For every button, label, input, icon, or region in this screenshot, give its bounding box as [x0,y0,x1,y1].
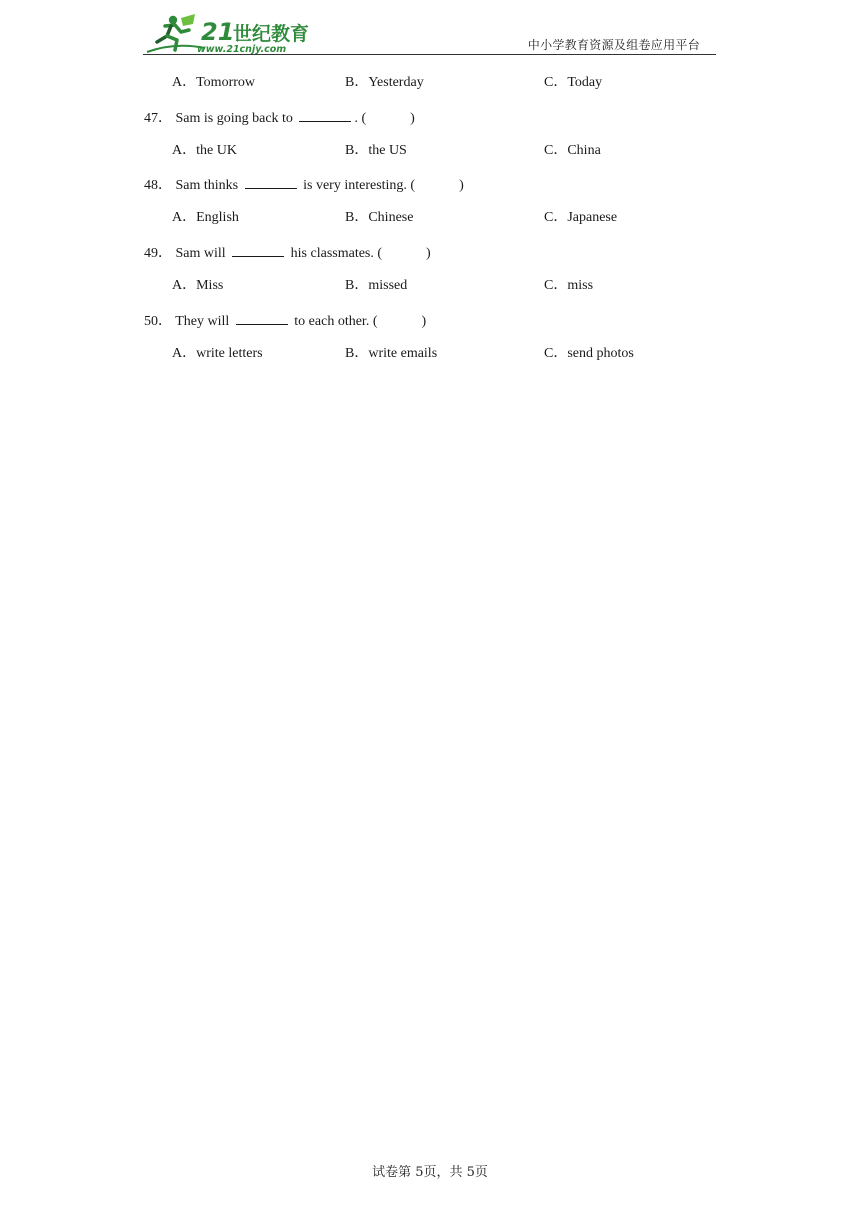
option-b: B．Yesterday [345,75,424,90]
question-text-after: . ( [354,111,367,126]
page-header [143,10,716,55]
option-b: B．missed [345,278,408,293]
option-a: A．Miss [172,278,224,293]
question-number: 49． [144,246,176,261]
logo-chinese: 世纪教育 [233,23,310,45]
question-47 [144,108,415,128]
option-c: C．Japanese [544,210,618,225]
option-b: B．the US [345,143,407,158]
answer-blank [232,243,284,257]
question-text-after: to each other. ( [290,314,378,329]
question-49 [144,243,431,263]
question-close-paren: ) [421,314,427,329]
option-c: C．miss [544,278,594,293]
question-text-after: his classmates. ( [287,246,383,261]
option-a: A．write letters [172,346,263,361]
question-number: 47． [144,111,176,126]
option-a: A．the UK [172,143,237,158]
option-a: A．Tomorrow [172,75,256,90]
question-close-paren: ) [459,178,464,193]
option-c: C．send photos [544,346,634,361]
header-divider [143,54,716,55]
answer-blank [236,311,288,325]
site-name: 中小学教育资源及组卷应用平台 [527,38,700,52]
question-text-after: is very interesting. ( [299,178,416,193]
option-c: C．China [544,143,601,158]
page-footer: 试卷第 5页，共 5页 [372,1165,488,1180]
question-number: 50． [144,314,176,329]
question-text-before: Sam is going back to [175,111,297,126]
logo-url: www.21cnjy.com [197,44,287,54]
logo [145,12,315,54]
question-text-before: They will [175,314,233,329]
option-a: A．English [172,210,239,225]
question-close-paren: ) [410,111,415,126]
question-48 [144,175,464,195]
question-close-paren: ) [426,246,431,261]
logo-number: 21 [201,18,235,46]
answer-blank [299,108,351,122]
option-b: B．write emails [345,346,438,361]
answer-blank [245,175,297,189]
question-number: 48． [144,178,176,193]
question-text-before: Sam will [175,246,230,261]
option-c: C．Today [544,75,603,90]
question-50 [144,311,426,331]
option-b: B．Chinese [345,210,414,225]
question-text-before: Sam thinks [175,178,242,193]
